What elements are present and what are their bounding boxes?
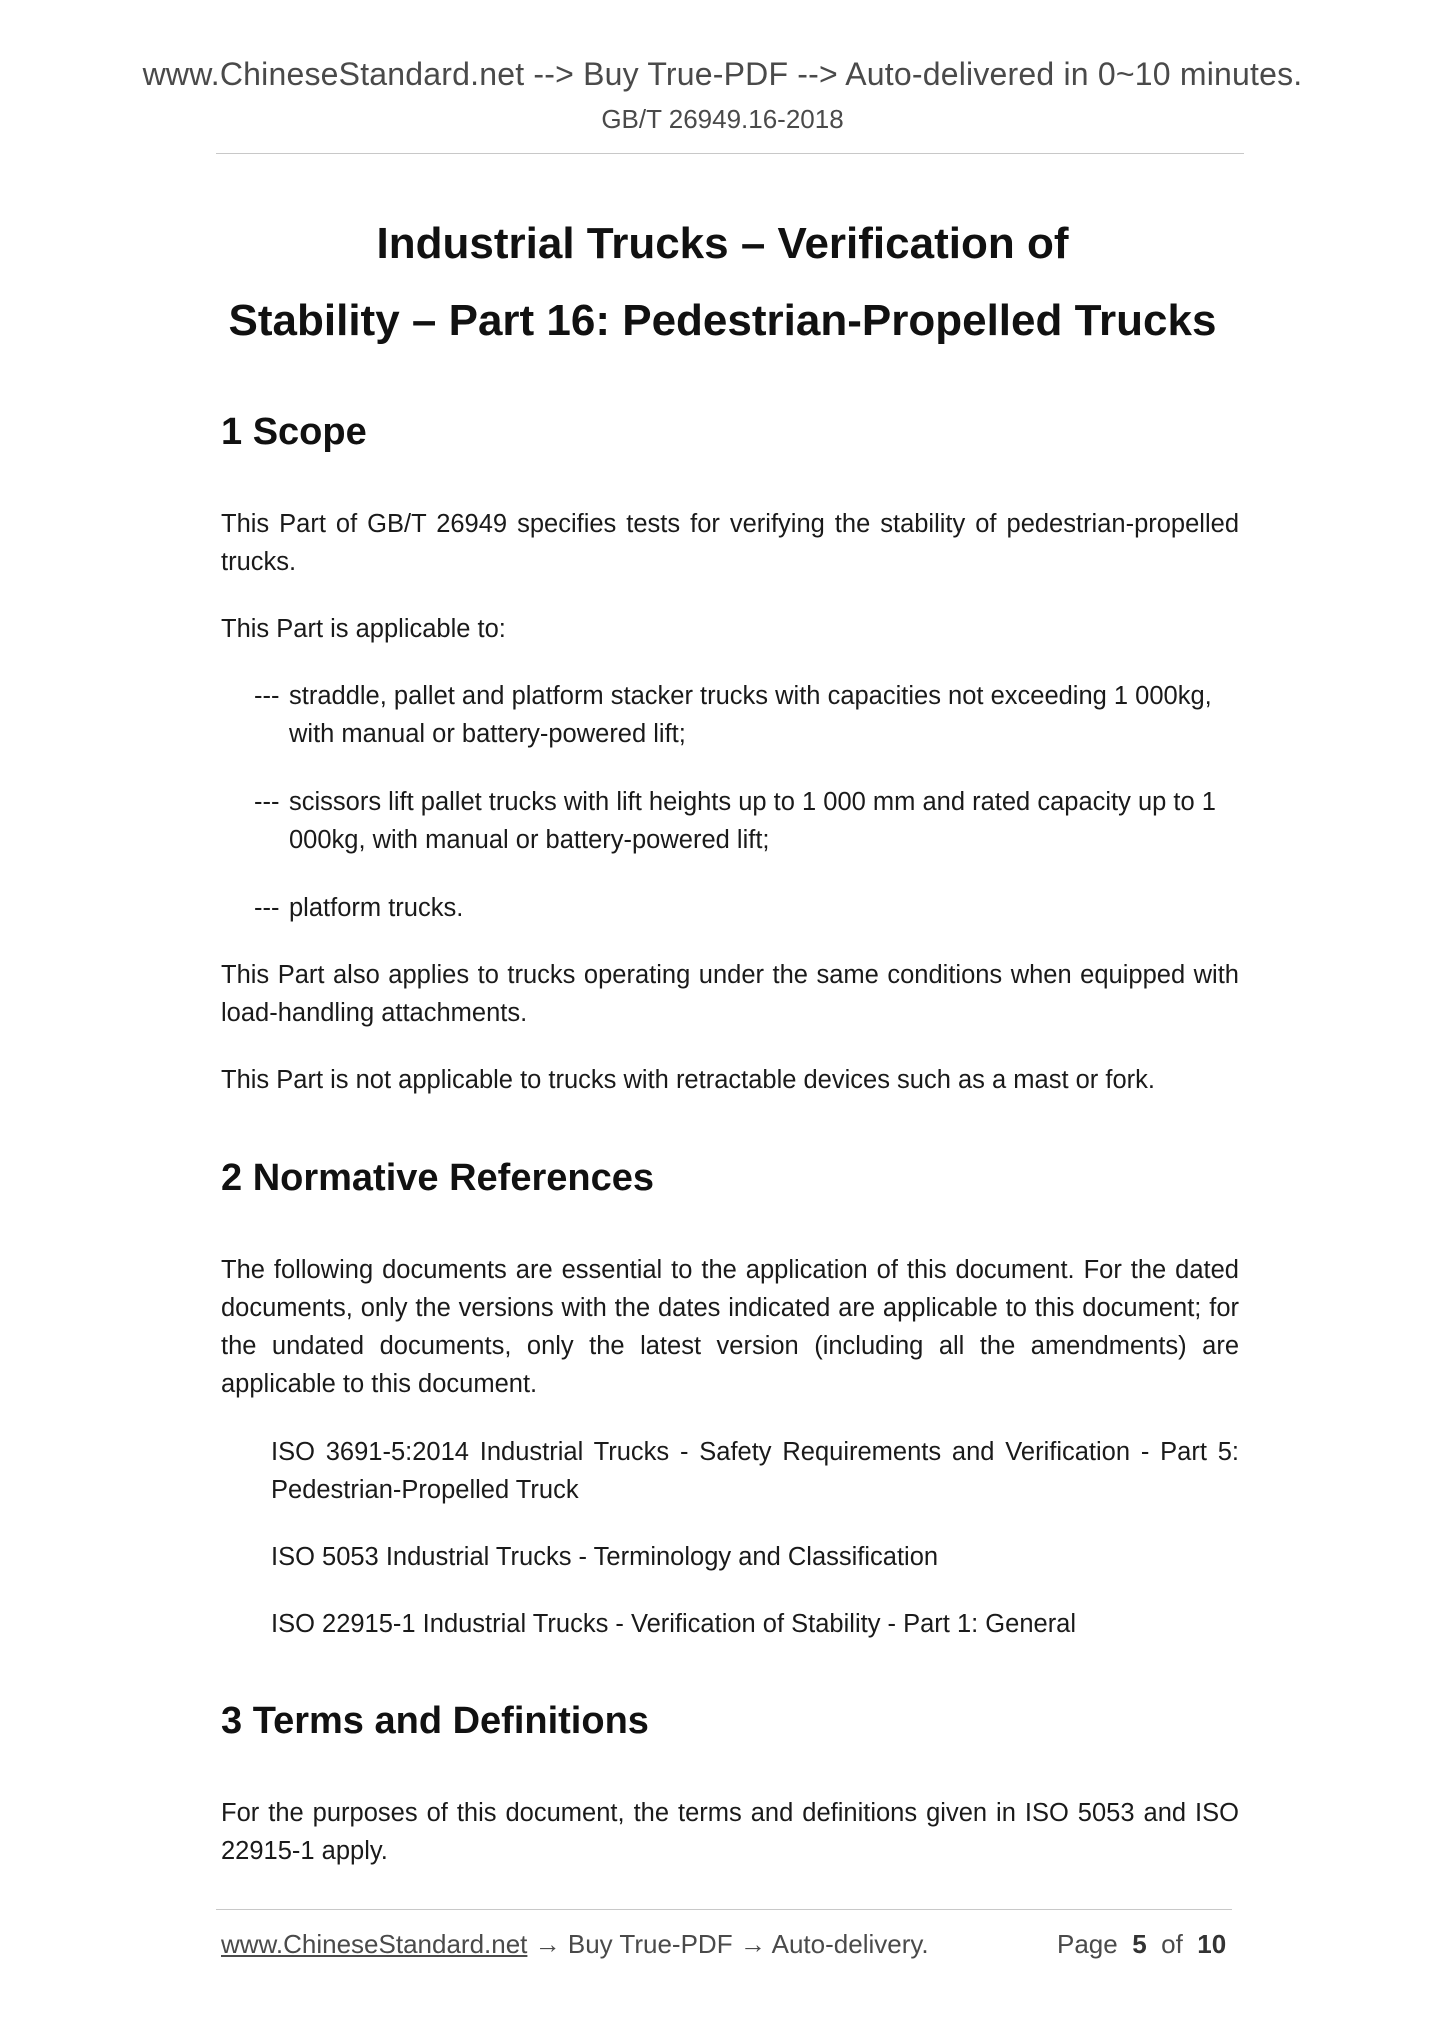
total-pages: 10: [1197, 1929, 1227, 1959]
section-heading-normative-references: 2 Normative References: [221, 1157, 654, 1199]
section-heading-scope: 1 Scope: [221, 411, 367, 453]
list-item-text: straddle, pallet and platform stacker trucks with capacities not exceeding 1 000kg, with manual or battery-powered lift;: [289, 682, 1212, 748]
list-item: [254, 889, 1244, 927]
section-heading-terms-definitions: 3 Terms and Definitions: [221, 1700, 649, 1742]
title-line-1: Industrial Trucks – Verification of: [376, 219, 1069, 268]
references-intro-paragraph: The following documents are essential to the application of this document. For the dated documents, only the versions with the dates indicated are applicable to this document; for the undated documents, only the latest version (including all the amendments) are applicable to this document.: [221, 1256, 1239, 1398]
scope-paragraph-4: This Part is not applicable to trucks with retractable devices such as a mast or fork.: [221, 1066, 1155, 1094]
of-label: of: [1161, 1929, 1183, 1959]
terms-paragraph: For the purposes of this document, the terms and definitions given in ISO 5053 and ISO 22915-1 apply.: [221, 1799, 1239, 1865]
reference-item: ISO 3691-5:2014 Industrial Trucks - Safety Requirements and Verification - Part 5: Pedestrian-Propelled Truck: [271, 1438, 1239, 1504]
scope-paragraph-3: This Part also applies to trucks operating under the same conditions when equipped with load-handling attachments.: [221, 961, 1239, 1027]
header-divider: [216, 153, 1244, 154]
footer-promo: [221, 1929, 929, 1960]
page-number: [1057, 1929, 1226, 1960]
list-item-text: scissors lift pallet trucks with lift heights up to 1 000 mm and rated capacity up to 1 000kg, with manual or battery-powered lift;: [289, 788, 1216, 854]
footer-divider: [216, 1909, 1232, 1910]
arrow-right-icon: →: [534, 1929, 561, 1959]
arrow-right-icon: →: [739, 1929, 766, 1959]
current-page: 5: [1132, 1929, 1147, 1959]
page-label: Page: [1057, 1929, 1118, 1959]
bullet-marker: ---: [254, 894, 280, 922]
list-item-text: platform trucks.: [289, 894, 464, 922]
footer-delivery-text: Auto-delivery.: [771, 1929, 929, 1959]
document-code: GB/T 26949.16-2018: [601, 104, 844, 134]
scope-paragraph-1: This Part of GB/T 26949 specifies tests for verifying the stability of pedestrian-propelled trucks.: [221, 510, 1239, 576]
list-item: [254, 783, 1244, 859]
footer-buy-text: Buy True-PDF: [567, 1929, 733, 1959]
list-item: [254, 677, 1244, 753]
reference-item: ISO 5053 Industrial Trucks - Terminology and Classification: [271, 1543, 939, 1571]
bullet-marker: ---: [254, 682, 280, 710]
bullet-marker: ---: [254, 788, 280, 816]
reference-item: ISO 22915-1 Industrial Trucks - Verification of Stability - Part 1: General: [271, 1610, 1077, 1638]
title-line-2: Stability – Part 16: Pedestrian-Propelled Trucks: [228, 296, 1217, 345]
scope-paragraph-2: This Part is applicable to:: [221, 615, 506, 643]
page-header-banner: www.ChineseStandard.net --> Buy True-PDF --> Auto-delivered in 0~10 minutes.: [142, 56, 1303, 92]
document-title: [0, 205, 1445, 359]
footer-website-link[interactable]: www.ChineseStandard.net: [221, 1929, 528, 1959]
